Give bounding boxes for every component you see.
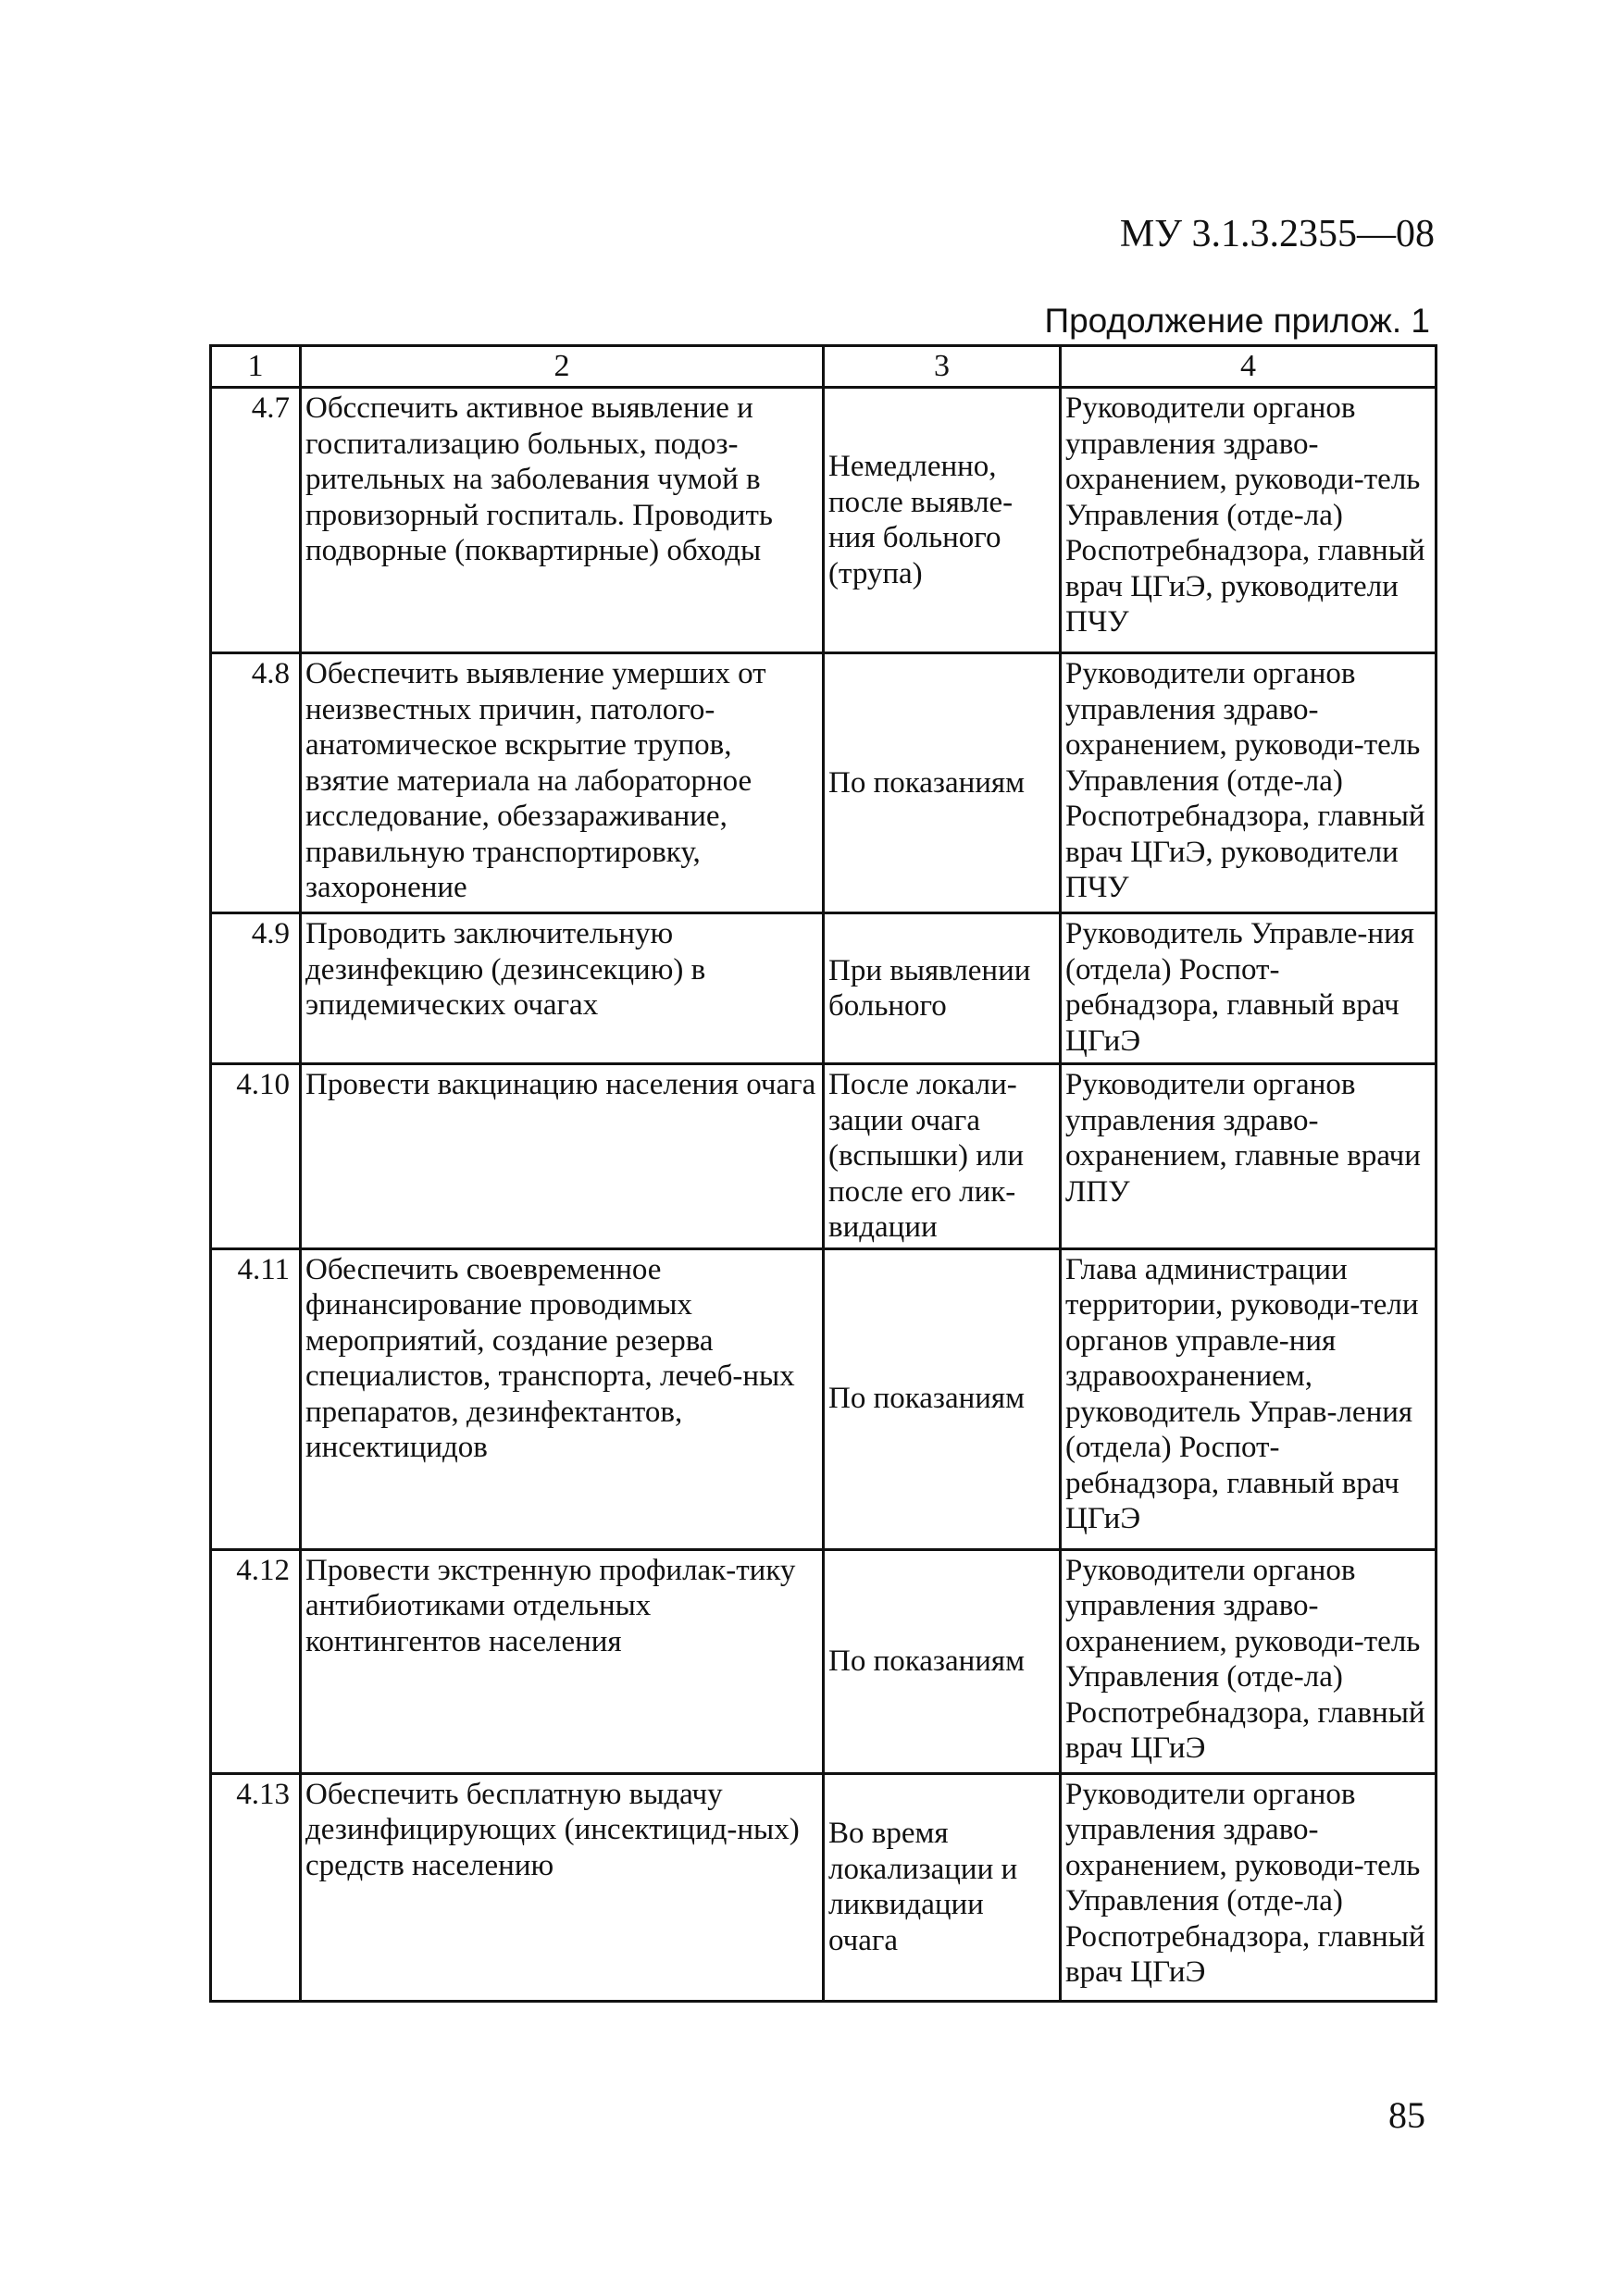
row-number: 4.12	[211, 1549, 301, 1773]
row-number: 4.13	[211, 1773, 301, 2001]
row-responsible: Руководители органов управления здраво-охранением, руководи-тель Управления (отде-ла) Роспотребнадзора, главный врач ЦГиЭ	[1061, 1549, 1437, 1773]
table-row	[211, 388, 1437, 653]
row-timing: После локали-зации очага (вспышки) или после его лик-видации	[824, 1064, 1061, 1249]
row-responsible: Глава администрации территории, руководи-тели органов управле-ния здравоохранением, руководитель Управ-ления (отдела) Роспот-ребнадзора, главный врач ЦГиЭ	[1061, 1248, 1437, 1549]
row-timing: По показаниям	[824, 1549, 1061, 1773]
row-responsible: Руководители органов управления здраво-охранением, руководи-тель Управления (отде-ла) Роспотребнадзора, главный врач ЦГиЭ, руководители ПЧУ	[1061, 388, 1437, 653]
document-code: МУ 3.1.3.2355—08	[1119, 213, 1435, 255]
row-responsible: Руководители органов управления здраво-охранением, главные врачи ЛПУ	[1061, 1064, 1437, 1249]
row-number: 4.8	[211, 653, 301, 913]
table-row	[211, 653, 1437, 913]
row-action: Обсспечить активное выявление и госпитализацию больных, подоз-рительных на заболевания чумой в провизорный госпиталь. Проводить подворные (поквартирные) обходы	[301, 388, 824, 653]
table-row	[211, 1064, 1437, 1249]
column-header-2: 2	[301, 346, 824, 388]
row-action: Обеспечить своевременное финансирование проводимых мероприятий, создание резерва специалистов, транспорта, лечеб-ных препаратов, дезинфектантов, инсектицидов	[301, 1248, 824, 1549]
row-action: Провести экстренную профилак-тику антибиотиками отдельных контингентов населения	[301, 1549, 824, 1773]
row-timing: По показаниям	[824, 653, 1061, 913]
row-number: 4.10	[211, 1064, 301, 1249]
row-action: Провести вакцинацию населения очага	[301, 1064, 824, 1249]
row-responsible: Руководитель Управле-ния (отдела) Роспот-ребнадзора, главный врач ЦГиЭ	[1061, 913, 1437, 1064]
table-row	[211, 913, 1437, 1064]
row-timing: При выявлении больного	[824, 913, 1061, 1064]
row-timing: По показаниям	[824, 1248, 1061, 1549]
row-number: 4.11	[211, 1248, 301, 1549]
table-row	[211, 1248, 1437, 1549]
row-number: 4.9	[211, 913, 301, 1064]
table-row	[211, 1773, 1437, 2001]
row-action: Обеспечить выявление умерших от неизвестных причин, патолого-анатомическое вскрытие трупов, взятие материала на лабораторное исследование, обеззараживание, правильную транспортировку, захоронение	[301, 653, 824, 913]
column-header-row	[211, 346, 1437, 388]
page-number: 85	[1388, 2094, 1425, 2136]
measures-table	[209, 344, 1437, 2003]
column-header-4: 4	[1061, 346, 1437, 388]
row-responsible: Руководители органов управления здраво-охранением, руководи-тель Управления (отде-ла) Роспотребнадзора, главный врач ЦГиЭ, руководители ПЧУ	[1061, 653, 1437, 913]
row-timing: Немедленно, после выявле-ния больного (трупа)	[824, 388, 1061, 653]
row-action: Проводить заключительную дезинфекцию (дезинсекцию) в эпидемических очагах	[301, 913, 824, 1064]
row-timing: Во время локализации и ликвидации очага	[824, 1773, 1061, 2001]
column-header-3: 3	[824, 346, 1061, 388]
row-responsible: Руководители органов управления здраво-охранением, руководи-тель Управления (отде-ла) Роспотребнадзора, главный врач ЦГиЭ	[1061, 1773, 1437, 2001]
row-action: Обеспечить бесплатную выдачу дезинфицирующих (инсектицид-ных) средств населению	[301, 1773, 824, 2001]
column-header-1: 1	[211, 346, 301, 388]
table-row	[211, 1549, 1437, 1773]
row-number: 4.7	[211, 388, 301, 653]
continuation-note: Продолжение прилож. 1	[1044, 302, 1430, 340]
